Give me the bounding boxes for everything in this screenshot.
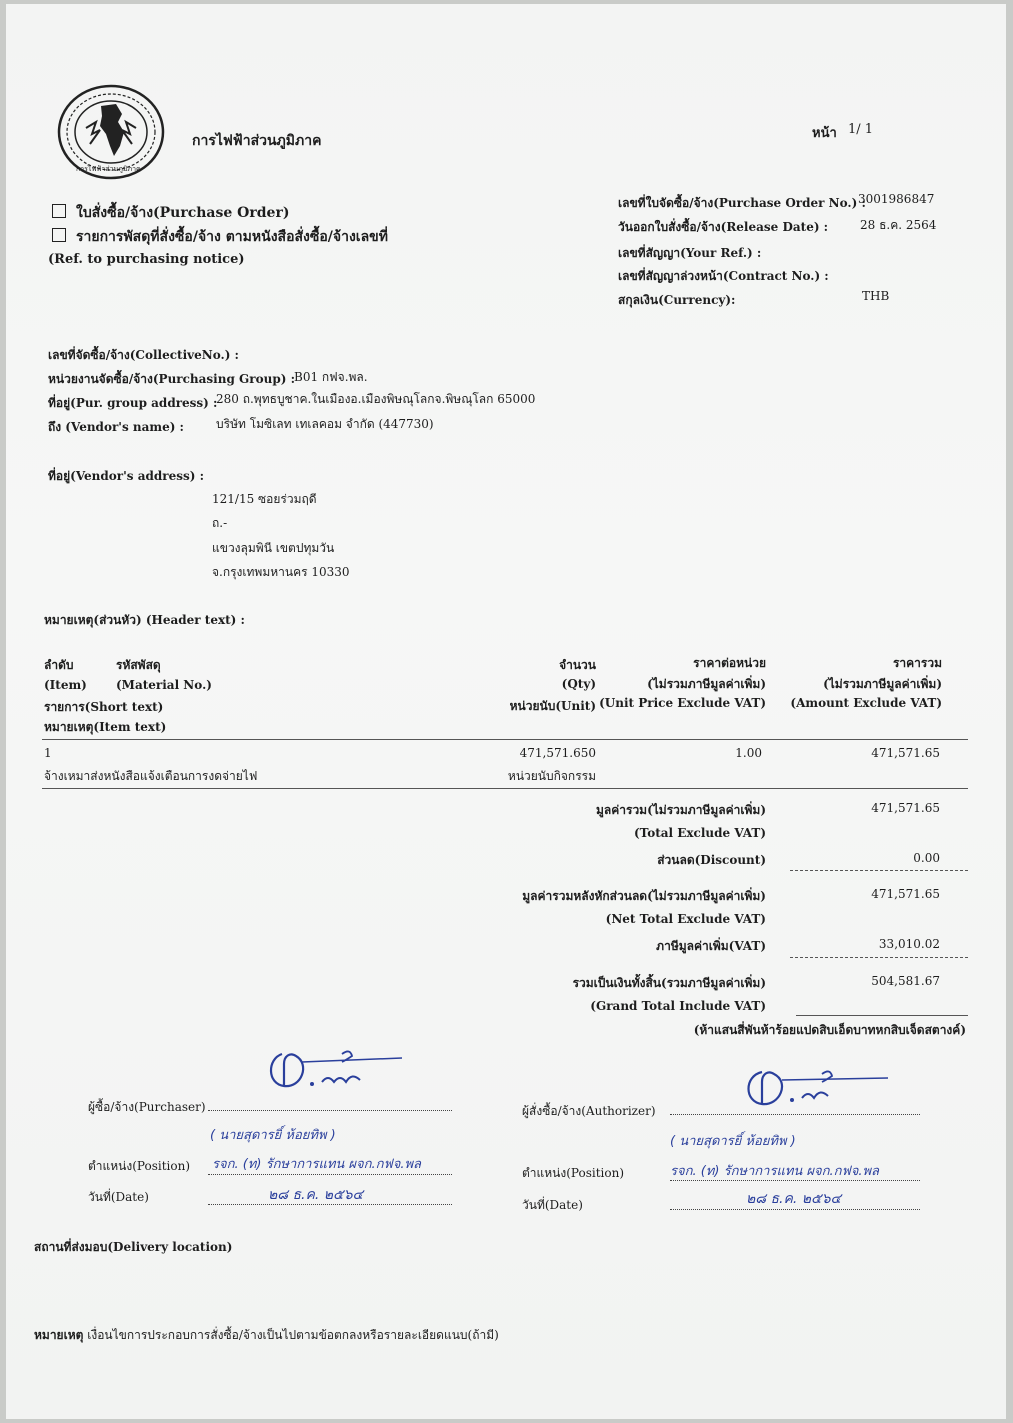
vat-underline — [790, 957, 968, 958]
item-unit-price: 1.00 — [735, 746, 762, 760]
ref-note: (Ref. to purchasing notice) — [48, 252, 245, 267]
header-text-label: หมายเหตุ(ส่วนหัว) (Header text) : — [44, 613, 245, 627]
item-list-checkbox[interactable] — [52, 228, 66, 242]
purchasing-group-value: B01 กฟจ.พล. — [294, 370, 368, 384]
total-label-en: (Total Exclude VAT) — [633, 826, 766, 840]
collective-no-label: เลขที่จัดซื้อ/จ้าง(CollectiveNo.) : — [48, 348, 239, 362]
purchaser-sign-line[interactable] — [208, 1110, 452, 1111]
col-unit-price-th: ราคาต่อหน่วย — [693, 656, 766, 670]
currency-value: THB — [862, 289, 890, 303]
col-material-en: (Material No.) — [116, 678, 212, 692]
purchaser-date: ๒๘ ธ.ค. ๒๕๖๔ — [268, 1187, 364, 1203]
po-checkbox-label: ใบสั่งซื้อ/จ้าง(Purchase Order) — [76, 205, 290, 221]
col-item-th: ลำดับ — [44, 658, 74, 672]
group-address-value: 280 ถ.พุทธบูชาค.ในเมืองอ.เมืองพิษณุโลกจ.พิษณุโลก 65000 — [216, 392, 536, 406]
vendor-address-line3: แขวงลุมพินี เขตปทุมวัน — [212, 541, 335, 555]
item-qty: 471,571.650 — [519, 746, 596, 760]
col-item-text: หมายเหตุ(Item text) — [44, 720, 167, 734]
vendor-address-line1: 121/15 ซอยร่วมฤดี — [212, 492, 317, 506]
po-checkbox-row — [52, 202, 289, 224]
org-name: การไฟฟ้าส่วนภูมิภาค — [192, 133, 322, 149]
authorizer-date-line[interactable] — [670, 1209, 920, 1210]
total-label-th: มูลค่ารวม(ไม่รวมภาษีมูลค่าเพิ่ม) — [595, 803, 766, 817]
col-item-en: (Item) — [44, 678, 87, 692]
col-amount-en: (Amount Exclude VAT) — [790, 696, 942, 710]
col-amount-th2: (ไม่รวมภาษีมูลค่าเพิ่ม) — [823, 677, 942, 691]
discount-value: 0.00 — [913, 851, 940, 865]
authorizer-position: รจก. (ท) รักษาการแทน ผจก.กฟจ.พล — [670, 1164, 880, 1179]
page-label: หน้า — [812, 126, 837, 141]
table-header-divider — [42, 739, 968, 740]
grand-underline — [796, 1015, 968, 1016]
col-qty-en: (Qty) — [561, 677, 596, 691]
col-material-th: รหัสพัสดุ — [116, 658, 161, 672]
authorizer-label: ผู้สั่งซื้อ/จ้าง(Authorizer) — [522, 1104, 656, 1118]
purchaser-signature-icon — [262, 1044, 402, 1094]
authorizer-position-label: ตำแหน่ง(Position) — [522, 1166, 625, 1180]
remark-row — [34, 1326, 499, 1345]
vendor-address-line2: ถ.- — [212, 516, 228, 530]
po-checkbox[interactable] — [52, 204, 66, 218]
group-address-label: ที่อยู่(Pur. group address) : — [48, 396, 218, 410]
delivery-location-label: สถานที่ส่งมอบ(Delivery location) — [34, 1240, 233, 1254]
col-unit-price-th2: (ไม่รวมภาษีมูลค่าเพิ่ม) — [647, 677, 766, 691]
purchase-order-document — [6, 4, 1006, 1419]
discount-underline — [790, 870, 968, 871]
col-unit: หน่วยนับ(Unit) — [509, 699, 596, 713]
page-value: 1/ 1 — [848, 122, 874, 137]
po-no-value: 3001986847 — [858, 192, 935, 206]
purchaser-name: ( นายสุดารยิ์ ห้อยทิพ ) — [210, 1128, 336, 1143]
grand-label-en: (Grand Total Include VAT) — [590, 999, 766, 1013]
vendor-name-label: ถึง (Vendor's name) : — [48, 420, 184, 434]
grand-label-th: รวมเป็นเงินทั้งสิ้น(รวมภาษีมูลค่าเพิ่ม) — [572, 976, 766, 990]
col-unit-price-en: (Unit Price Exclude VAT) — [599, 696, 766, 710]
item-no: 1 — [44, 746, 52, 760]
item-description: จ้างเหมาส่งหนังสือแจ้งเตือนการงดจ่ายไฟ — [44, 769, 258, 783]
amount-in-words: (ห้าแสนสี่พันห้าร้อยแปดสิบเอ็ดบาทหกสิบเจ็ดสตางค์) — [693, 1023, 966, 1037]
col-amount-th: ราคารวม — [892, 656, 942, 670]
item-amount: 471,571.65 — [871, 746, 940, 760]
release-date-label: วันออกใบสั่งซื้อ/จ้าง(Release Date) : — [618, 220, 829, 234]
purchaser-label: ผู้ซื้อ/จ้าง(Purchaser) — [88, 1100, 206, 1114]
authorizer-position-line[interactable] — [670, 1180, 920, 1181]
purchaser-position: รจก. (ท) รักษาการแทน ผจก.กฟจ.พล — [212, 1157, 422, 1172]
item-unit: หน่วยนับกิจกรรม — [507, 769, 596, 783]
col-short-text: รายการ(Short text) — [44, 700, 164, 714]
contract-no-label: เลขที่สัญญาล่วงหน้า(Contract No.) : — [618, 269, 829, 283]
purchaser-position-line[interactable] — [208, 1174, 452, 1175]
grand-value: 504,581.67 — [871, 974, 940, 988]
vat-label: ภาษีมูลค่าเพิ่ม(VAT) — [656, 939, 766, 953]
authorizer-sign-line[interactable] — [670, 1114, 920, 1115]
your-ref-label: เลขที่สัญญา(Your Ref.) : — [618, 246, 762, 260]
authorizer-date: ๒๘ ธ.ค. ๒๕๖๔ — [746, 1191, 842, 1207]
total-value: 471,571.65 — [871, 801, 940, 815]
purchaser-position-label: ตำแหน่ง(Position) — [88, 1159, 191, 1173]
authorizer-name: ( นายสุดารยิ์ ห้อยทิพ ) — [670, 1134, 796, 1149]
item-list-checkbox-row — [52, 226, 388, 248]
purchasing-group-label: หน่วยงานจัดซื้อ/จ้าง(Purchasing Group) : — [48, 372, 296, 386]
item-list-checkbox-label: รายการพัสดุที่สั่งซื้อ/จ้าง ตามหนังสือสั่งซื้อ/จ้างเลขที่ — [76, 229, 388, 245]
col-qty-th: จำนวน — [559, 658, 596, 672]
logo-caption: การไฟฟ้าส่วนภูมิภาค — [76, 165, 141, 173]
discount-label: ส่วนลด(Discount) — [657, 853, 766, 867]
po-no-label: เลขที่ใบจัดซื้อ/จ้าง(Purchase Order No.) : — [618, 196, 866, 210]
net-label-en: (Net Total Exclude VAT) — [605, 912, 766, 926]
vendor-name-value: บริษัท โมซิเลท เทเลคอม จำกัด (447730) — [216, 417, 434, 431]
vendor-address-label: ที่อยู่(Vendor's address) : — [48, 469, 205, 483]
net-label-th: มูลค่ารวมหลังหักส่วนลด(ไม่รวมภาษีมูลค่าเพิ่ม) — [522, 889, 766, 903]
table-bottom-divider — [42, 788, 968, 789]
remark-text: เงื่อนไขการประกอบการสั่งซื้อ/จ้างเป็นไปตามข้อตกลงหรือรายละเอียดแนบ(ถ้ามี) — [87, 1328, 499, 1342]
remark-label: หมายเหตุ — [34, 1328, 84, 1342]
purchaser-date-label: วันที่(Date) — [88, 1190, 149, 1204]
vat-value: 33,010.02 — [878, 937, 940, 951]
vendor-address-line4: จ.กรุงเทพมหานคร 10330 — [212, 565, 350, 579]
currency-label: สกุลเงิน(Currency): — [618, 293, 736, 307]
purchaser-date-line[interactable] — [208, 1204, 452, 1205]
authorizer-date-label: วันที่(Date) — [522, 1198, 583, 1212]
release-date-value: 28 ธ.ค. 2564 — [860, 218, 937, 232]
net-value: 471,571.65 — [871, 887, 940, 901]
authorizer-signature-icon — [738, 1064, 888, 1110]
